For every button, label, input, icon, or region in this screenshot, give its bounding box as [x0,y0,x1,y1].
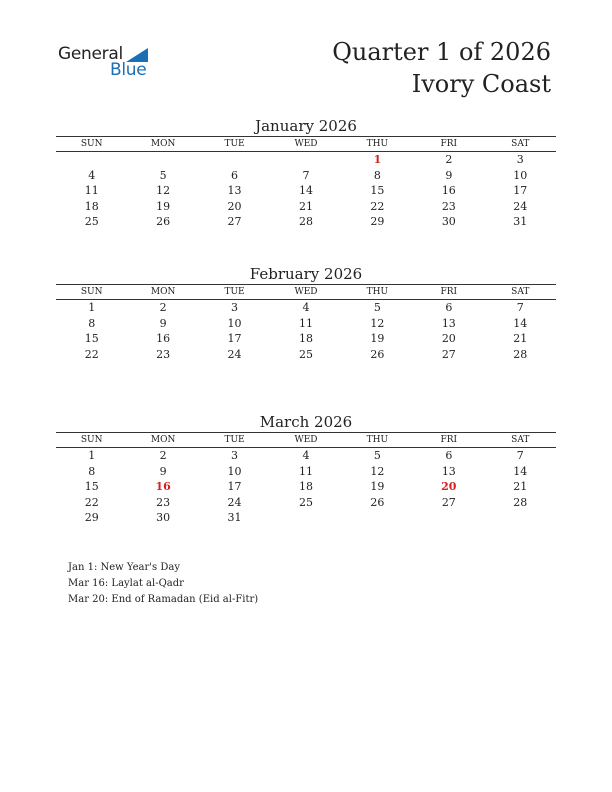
day-cell: 1 [88,301,96,314]
calendar-grid [56,136,556,230]
day-cell: 22 [84,347,99,361]
weekday-header: WED [270,137,341,152]
day-cell: 15 [84,480,99,493]
weekday-header: WED [270,285,341,300]
week-row [56,464,556,480]
day-cell: 21 [513,480,528,493]
day-cell: 2 [159,449,167,462]
day-cell: 14 [298,184,313,197]
weekday-header: SAT [485,137,556,152]
day-cell: 1 [88,449,96,462]
weekday-header: TUE [199,137,270,152]
day-cell [56,152,127,168]
day-cell: 17 [227,480,242,493]
day-cell: 21 [513,332,528,345]
week-row [56,495,556,511]
holiday-note: Jan 1: New Year's Day [68,562,180,573]
day-cell: 19 [370,480,385,493]
day-cell: 5 [373,449,381,462]
weekday-header: FRI [413,137,484,152]
day-cell: 13 [441,464,456,478]
weekday-header: FRI [413,433,484,448]
day-cell: 28 [298,215,313,228]
day-cell: 4 [88,168,96,182]
day-cell: 18 [298,480,313,493]
country-title: Ivory Coast [411,70,551,98]
day-cell: 10 [227,464,242,478]
week-row [56,152,556,168]
day-cell: 2 [445,153,453,166]
weekday-header: THU [342,137,413,152]
day-cell: 27 [227,215,242,228]
day-cell [485,510,556,526]
week-row [56,199,556,215]
holiday-day-cell: 16 [155,480,171,493]
week-row [56,168,556,184]
day-cell: 3 [231,301,239,314]
day-cell: 10 [227,316,242,330]
month-january [56,116,556,230]
logo [58,44,158,84]
weekday-header: SUN [56,285,127,300]
holiday-day-cell: 20 [441,480,457,493]
week-row [56,479,556,495]
week-row [56,347,556,363]
day-cell: 14 [513,316,528,330]
day-cell: 28 [513,347,528,361]
day-cell: 19 [156,199,171,213]
day-cell: 11 [84,184,99,197]
day-cell: 9 [159,316,167,330]
day-cell: 27 [441,347,456,361]
day-cell: 6 [445,301,453,314]
day-cell: 17 [513,184,528,197]
day-cell [413,510,484,526]
day-cell: 5 [373,301,381,314]
day-cell: 25 [298,347,313,361]
holiday-day-cell: 1 [373,153,382,166]
day-cell: 26 [156,215,171,228]
day-cell: 18 [84,199,99,213]
day-cell: 22 [370,199,385,213]
day-cell: 29 [84,511,99,524]
day-cell: 11 [298,316,313,330]
day-cell: 14 [513,464,528,478]
day-cell: 8 [373,168,381,182]
day-cell: 20 [441,332,456,345]
day-cell: 7 [516,449,524,462]
weekday-header: MON [127,285,198,300]
day-cell: 4 [302,301,310,314]
day-cell: 30 [156,511,171,524]
day-cell: 9 [445,168,453,182]
day-cell [342,510,413,526]
day-cell: 20 [227,199,242,213]
day-cell: 30 [441,215,456,228]
day-cell: 8 [88,464,96,478]
week-row [56,510,556,526]
day-cell: 23 [156,347,171,361]
month-title: February 2026 [249,265,363,283]
day-cell: 21 [298,199,313,213]
day-cell: 15 [370,184,385,197]
day-cell: 23 [441,199,456,213]
day-cell: 15 [84,332,99,345]
day-cell: 5 [159,168,167,182]
day-cell: 8 [88,316,96,330]
day-cell [270,510,341,526]
day-cell: 28 [513,495,528,509]
day-cell [270,152,341,168]
weekday-header: TUE [199,285,270,300]
day-cell: 12 [156,184,171,197]
weekday-header: MON [127,137,198,152]
weekday-header: SAT [485,285,556,300]
day-cell: 25 [84,215,99,228]
holiday-note: Mar 16: Laylat al-Qadr [68,578,184,589]
weekday-header: WED [270,433,341,448]
day-cell: 11 [298,464,313,478]
day-cell: 24 [227,347,242,361]
weekday-header: MON [127,433,198,448]
day-cell: 16 [441,184,456,197]
day-cell: 6 [445,449,453,462]
day-cell: 18 [298,332,313,345]
holiday-notes [68,560,258,608]
month-february [56,264,556,362]
weekday-header: FRI [413,285,484,300]
week-row [56,448,556,464]
day-cell: 9 [159,464,167,478]
day-cell: 6 [231,168,239,182]
day-cell: 3 [231,449,239,462]
day-cell: 31 [227,511,242,524]
day-cell: 29 [370,215,385,228]
day-cell: 24 [513,199,528,213]
weekday-header: SAT [485,433,556,448]
weekday-header: SUN [56,137,127,152]
day-cell: 10 [513,168,528,182]
month-title: March 2026 [259,413,353,431]
day-cell [127,152,198,168]
day-cell: 12 [370,316,385,330]
day-cell: 7 [302,168,310,182]
day-cell: 3 [516,153,524,166]
day-cell: 13 [227,184,242,197]
day-cell: 16 [156,332,171,345]
day-cell: 23 [156,495,171,509]
day-cell: 7 [516,301,524,314]
day-cell: 26 [370,495,385,509]
page-title [332,36,551,100]
week-row [56,331,556,347]
day-cell: 26 [370,347,385,361]
calendar-grid [56,284,556,362]
weekday-header: THU [342,285,413,300]
weekday-header: THU [342,433,413,448]
week-row [56,316,556,332]
week-row [56,183,556,199]
day-cell: 22 [84,495,99,509]
day-cell [199,152,270,168]
day-cell: 12 [370,464,385,478]
day-cell: 13 [441,316,456,330]
month-march [56,412,556,526]
logo-blue: Blue [110,60,147,80]
day-cell: 4 [302,449,310,462]
day-cell: 25 [298,495,313,509]
day-cell: 19 [370,332,385,345]
holiday-note: Mar 20: End of Ramadan (Eid al-Fitr) [68,594,259,605]
weekday-header: SUN [56,433,127,448]
month-title: January 2026 [255,117,357,135]
day-cell: 17 [227,332,242,345]
weekday-header: TUE [199,433,270,448]
day-cell: 27 [441,495,456,509]
logo-general: General [58,44,123,64]
day-cell: 2 [159,301,167,314]
quarter-title: Quarter 1 of 2026 [332,38,551,66]
day-cell: 31 [513,215,528,228]
day-cell: 24 [227,495,242,509]
calendar-grid [56,432,556,526]
week-row [56,300,556,316]
week-row [56,214,556,230]
